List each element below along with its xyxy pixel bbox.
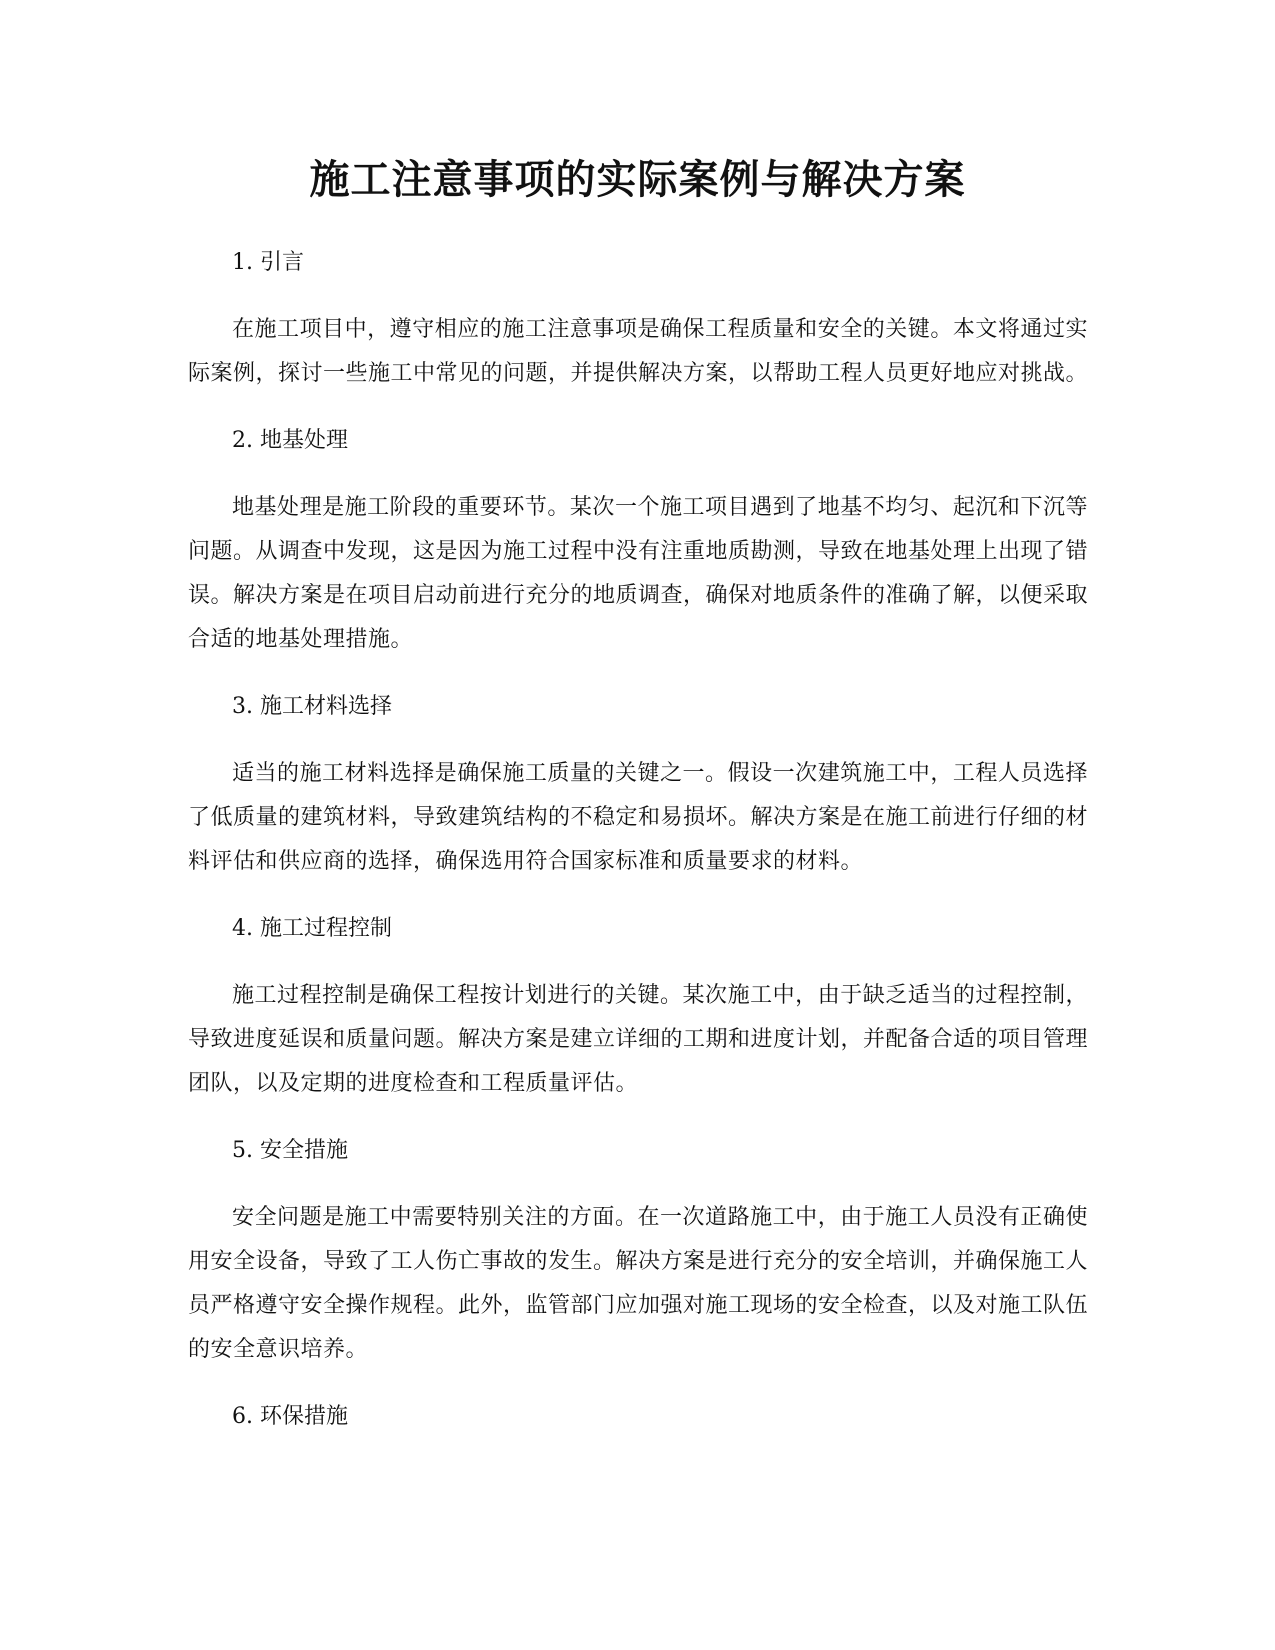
section-heading-process-control: 4. 施工过程控制 [232,916,392,941]
section-heading-environment: 6. 环保措施 [232,1404,348,1429]
section-heading-foundation: 2. 地基处理 [232,428,348,453]
document-title: 施工注意事项的实际案例与解决方案 [309,157,966,203]
section-paragraph-process-control: 施工过程控制是确保工程按计划进行的关键。某次施工中，由于缺乏适当的过程控制，导致进度延误和质量问题。解决方案是建立详细的工期和进度计划，并配备合适的项目管理团队，以及定期的进度检查和工程质量评估。 [188,983,1089,1096]
section-heading-introduction: 1. 引言 [232,250,304,275]
section-paragraph-foundation: 地基处理是施工阶段的重要环节。某次一个施工项目遇到了地基不均匀、起沉和下沉等问题。从调查中发现，这是因为施工过程中没有注重地质勘测，导致在地基处理上出现了错误。解决方案是在项目启动前进行充分的地质调查，确保对地质条件的准确了解，以便采取合适的地基处理措施。 [188,495,1089,652]
section-paragraph-safety: 安全问题是施工中需要特别关注的方面。在一次道路施工中，由于施工人员没有正确使用安全设备，导致了工人伤亡事故的发生。解决方案是进行充分的安全培训，并确保施工人员严格遵守安全操作规程。此外，监管部门应加强对施工现场的安全检查，以及对施工队伍的安全意识培养。 [188,1205,1089,1362]
section-paragraph-introduction: 在施工项目中，遵守相应的施工注意事项是确保工程质量和安全的关键。本文将通过实际案例，探讨一些施工中常见的问题，并提供解决方案，以帮助工程人员更好地应对挑战。 [188,317,1089,386]
document-body [188,244,1088,1462]
section-heading-safety: 5. 安全措施 [232,1138,348,1163]
section-heading-materials: 3. 施工材料选择 [232,694,392,719]
section-paragraph-materials: 适当的施工材料选择是确保施工质量的关键之一。假设一次建筑施工中，工程人员选择了低质量的建筑材料，导致建筑结构的不稳定和易损坏。解决方案是在施工前进行仔细的材料评估和供应商的选择，确保选用符合国家标准和质量要求的材料。 [188,761,1089,874]
